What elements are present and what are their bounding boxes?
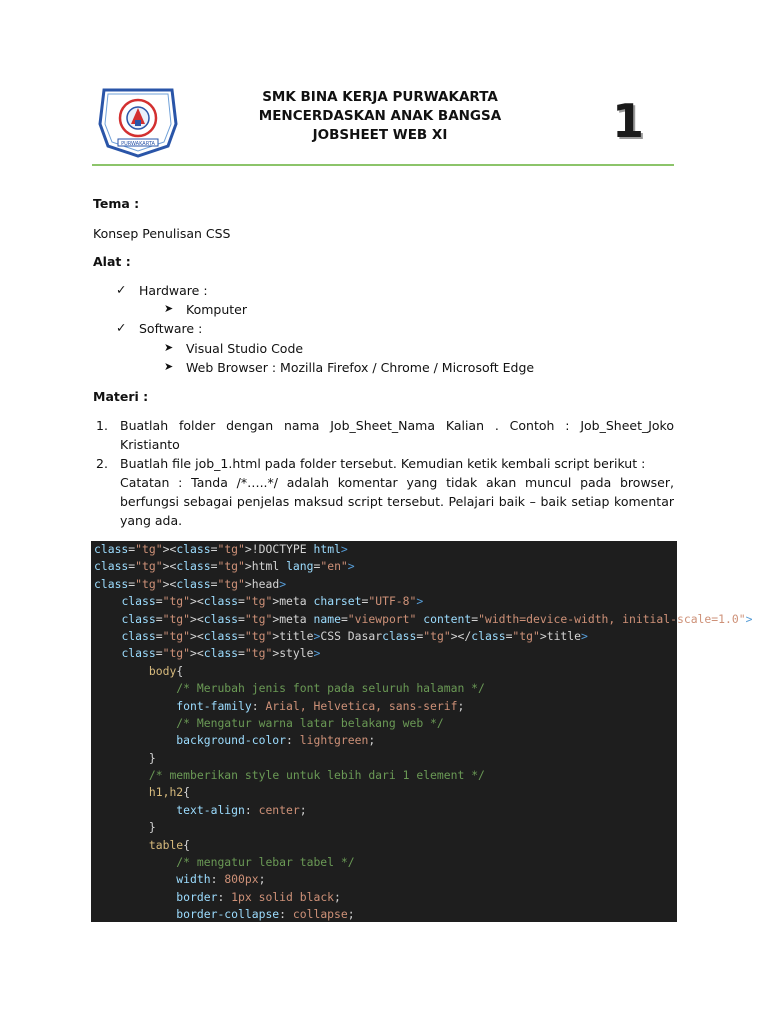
materi-label: Materi :	[93, 389, 149, 404]
page-number: 1	[611, 94, 644, 148]
code-line: border: 1px solid black;	[176, 889, 341, 904]
checkmark-icon: ✓	[116, 320, 127, 335]
school-motto: MENCERDASKAN ANAK BANGSA	[258, 108, 502, 124]
step-line: yang ada.	[120, 513, 183, 528]
code-line: width: 800px;	[176, 872, 266, 887]
logo-caption: PURWAKARTA	[121, 141, 155, 147]
code-line: body{	[148, 663, 184, 678]
document-title: JOBSHEET WEB XI	[312, 127, 448, 143]
step-line: Buatlah folder dengan nama Job_Sheet_Nama Kalian . Contoh : Job_Sheet_Joko	[120, 418, 674, 433]
code-line: class="tg"><class="tg">html lang="en">	[94, 559, 355, 574]
step-number: 1.	[96, 418, 108, 433]
school-name: SMK BINA KERJA PURWAKARTA	[262, 89, 498, 105]
code-block	[91, 541, 753, 922]
code-line: text-align: center;	[176, 802, 307, 817]
code-line: /* Merubah jenis font pada seluruh halaman */	[176, 681, 485, 696]
software-item: Visual Studio Code	[186, 341, 304, 356]
code-line: table{	[148, 837, 191, 852]
step-number: 2.	[96, 456, 108, 471]
step-text	[120, 454, 674, 530]
arrow-bullet-icon: ➤	[164, 341, 174, 354]
code-line: }	[148, 820, 156, 835]
code-line: /* Mengatur warna latar belakang web */	[176, 715, 444, 730]
document-header	[230, 88, 530, 145]
code-line: class="tg"><class="tg">!DOCTYPE html>	[94, 542, 348, 556]
school-logo	[96, 84, 180, 158]
alat-label: Alat :	[93, 254, 131, 269]
tema-label: Tema :	[93, 196, 140, 211]
step-line: Buatlah file job_1.html pada folder tersebut. Kemudian ketik kembali script berikut :	[120, 456, 646, 471]
code-line: class="tg"><class="tg">meta charset="UTF-8">	[121, 594, 424, 609]
code-line: }	[148, 750, 156, 765]
step-line: berfungsi sebagai penjelas maksud script tersebut. Pelajari baik – baik setiap komentar	[120, 494, 674, 509]
step-line: Catatan : Tanda /*…..*/ adalah komentar yang tidak akan muncul pada browser,	[120, 475, 674, 490]
step-text	[120, 416, 674, 454]
code-line: h1,h2{	[148, 785, 191, 800]
arrow-bullet-icon: ➤	[164, 360, 174, 373]
code-line: background-color: lightgreen;	[176, 733, 376, 748]
code-line: class="tg"><class="tg">style>	[121, 646, 321, 661]
tema-value: Konsep Penulisan CSS	[93, 226, 231, 241]
code-line: class="tg"><class="tg">meta name="viewport" content="width=device-width, initial-scale=1.0">	[121, 611, 753, 626]
software-label: Software :	[139, 321, 203, 336]
arrow-bullet-icon: ➤	[164, 302, 174, 315]
code-line: /* memberikan style untuk lebih dari 1 element */	[148, 768, 485, 783]
code-line: class="tg"><class="tg">head>	[94, 576, 287, 591]
hardware-label: Hardware :	[139, 283, 208, 298]
header-divider	[92, 164, 674, 166]
code-line: class="tg"><class="tg">title>CSS Dasarclass="tg"></class="tg">title>	[121, 628, 588, 643]
checkmark-icon: ✓	[116, 282, 127, 297]
code-line: border-collapse: collapse;	[176, 907, 355, 922]
hardware-item: Komputer	[186, 302, 247, 317]
code-line: font-family: Arial, Helvetica, sans-serif;	[176, 698, 465, 713]
step-line: Kristianto	[120, 437, 180, 452]
software-item: Web Browser : Mozilla Firefox / Chrome / Microsoft Edge	[186, 360, 535, 375]
code-line: /* mengatur lebar tabel */	[176, 855, 355, 870]
